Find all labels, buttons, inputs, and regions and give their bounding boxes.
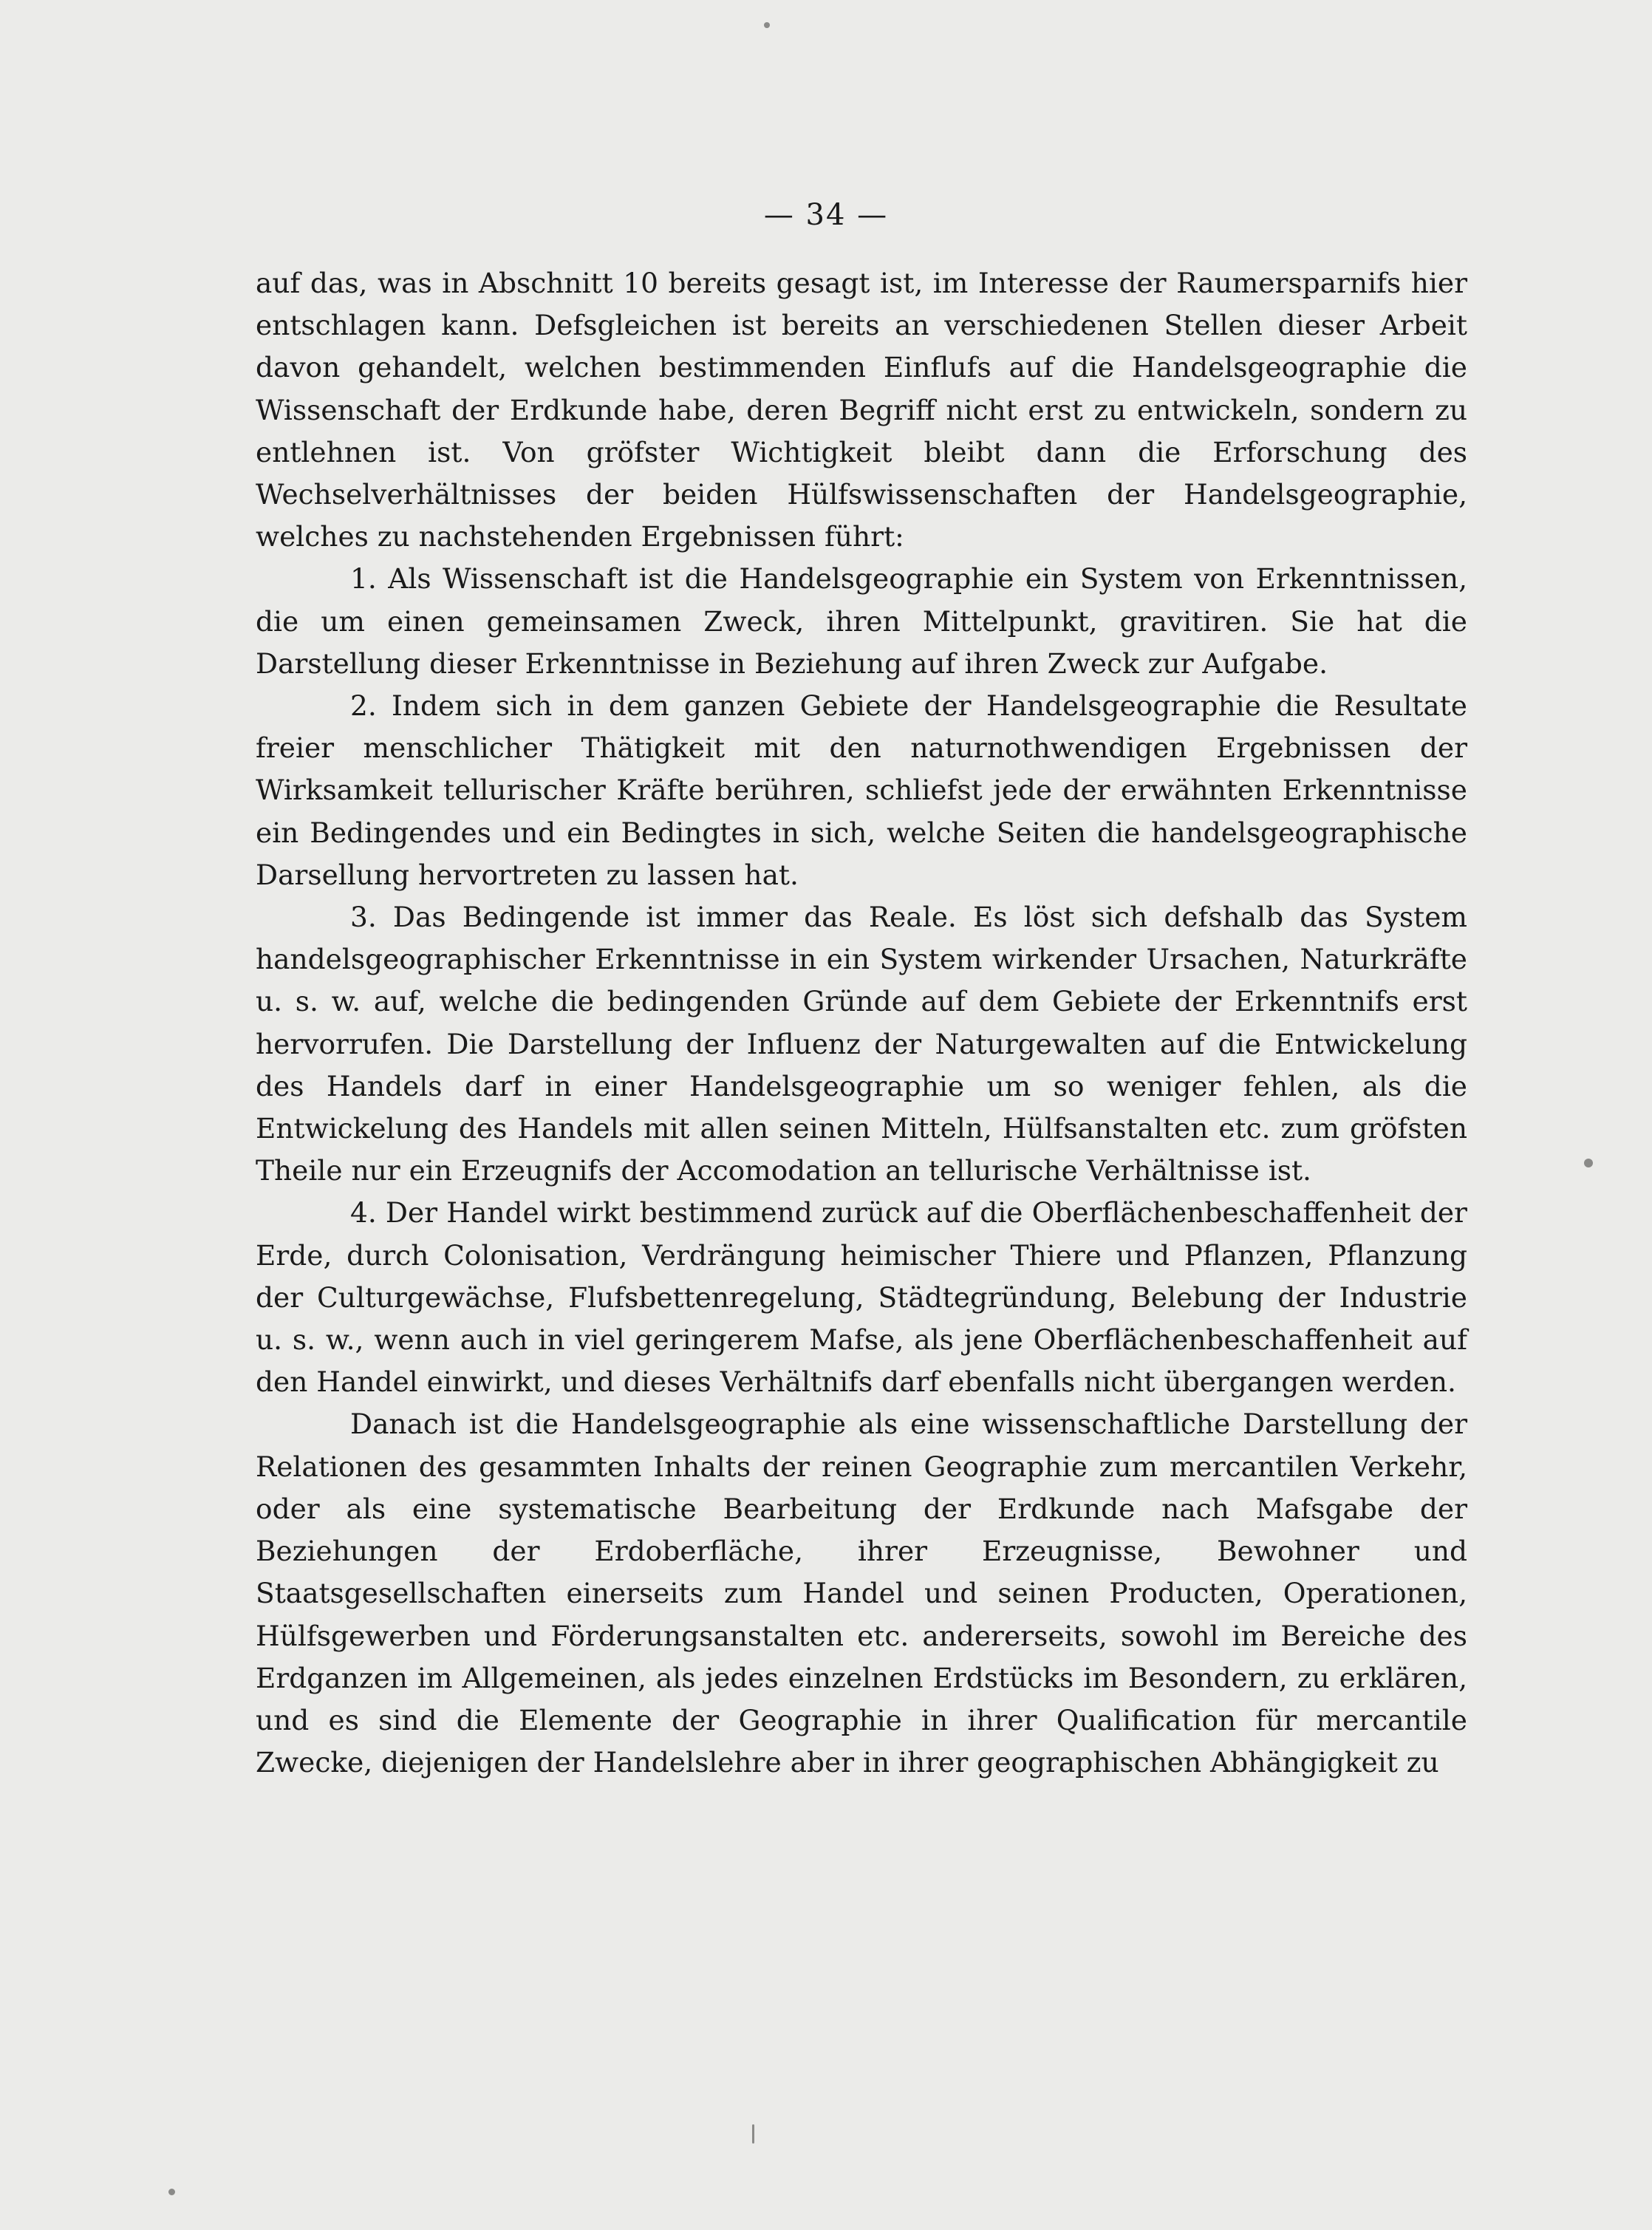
page-number: — 34 — xyxy=(763,198,889,232)
paper-speck xyxy=(752,2124,754,2144)
paragraph-point-4: 4. Der Handel wirkt bestimmend zurück auf die Oberflächenbeschaffenheit der Erde, durch Colonisation, Verdrängung heimischer Thiere und Pflanzen, Pflanzung der Culturgewächse, Flufsbettenregelung, Städtegründung, Belebung der Industrie u. s. w., wenn auch in viel geringerem Mafse, als jene Oberflächenbeschaffenheit auf den Handel einwirkt, und dieses Verhältnifs darf ebenfalls nicht übergangen werden. xyxy=(256,1196,1467,1399)
paper-speck xyxy=(1584,1159,1593,1167)
paragraph-intro: auf das, was in Abschnitt 10 bereits gesagt ist, im Interesse der Raumersparnifs hier entschlagen kann. Defsgleichen ist bereits an verschiedenen Stellen dieser Arbeit davon gehandelt, welchen bestimmenden Einflufs auf die Handelsgeographie die Wissenschaft der Erdkunde habe, deren Begriff nicht erst zu entwickeln, sondern zu entlehnen ist. Von gröfster Wichtigkeit bleibt dann die Erforschung des Wechselverhältnisses der beiden Hülfswissenschaften der Handelsgeographie, welches zu nachstehenden Ergebnissen führt: xyxy=(256,267,1467,553)
paragraph-definition: Danach ist die Handelsgeographie als eine wissenschaftliche Darstellung der Relationen des gesammten Inhalts der reinen Geographie zum mercantilen Verkehr, oder als eine systematische Bearbeitung der Erdkunde nach Mafsgabe der Beziehungen der Erdoberfläche, ihrer Erzeugnisse, Bewohner und Staatsgesellschaften einerseits zum Handel und seinen Producten, Operationen, Hülfsgewerben und Förderungsanstalten etc. andererseits, sowohl im Bereiche des Erdganzen im Allgemeinen, als jedes einzelnen Erdstücks im Besondern, zu erklären, und es sind die Elemente der Geographie in ihrer Qualification für mercantile Zwecke, diejenigen der Handelslehre aber in ihrer geographischen Abhängigkeit zu xyxy=(256,1408,1467,1779)
paragraph-point-2: 2. Indem sich in dem ganzen Gebiete der Handelsgeographie die Resultate freier menschlicher Thätigkeit mit den naturnothwendigen Ergebnissen der Wirksamkeit tellurischer Kräfte berühren, schliefst jede der erwähnten Erkenntnisse ein Bedingendes und ein Bedingtes in sich, welche Seiten die handelsgeographische Darsellung hervortreten zu lassen hat. xyxy=(256,689,1467,891)
paragraph-point-1: 1. Als Wissenschaft ist die Handelsgeographie ein System von Erkenntnissen, die um einen gemeinsamen Zweck, ihren Mittelpunkt, gravitiren. Sie hat die Darstellung dieser Erkenntnisse in Beziehung auf ihren Zweck zur Aufgabe. xyxy=(256,562,1467,680)
paper-speck xyxy=(764,22,770,28)
paragraph-point-3: 3. Das Bedingende ist immer das Reale. Es löst sich defshalb das System handelsgeographischer Erkenntnisse in ein System wirkender Ursachen, Naturkräfte u. s. w. auf, welche die bedingenden Gründe auf dem Gebiete der Erkenntnifs erst hervorrufen. Die Darstellung der Influenz der Naturgewalten auf die Entwickelung des Handels darf in einer Handelsgeographie um so weniger fehlen, als die Entwickelung des Handels mit allen seinen Mitteln, Hülfsanstalten etc. zum gröfsten Theile nur ein Erzeugnifs der Accomodation an tellurische Verhältnisse ist. xyxy=(256,901,1467,1187)
body-text xyxy=(256,262,1467,1784)
paper-speck xyxy=(168,2189,175,2195)
